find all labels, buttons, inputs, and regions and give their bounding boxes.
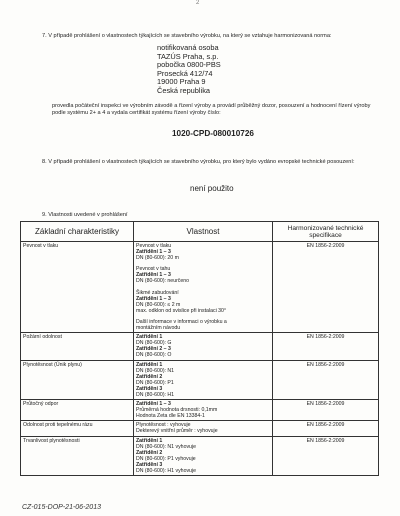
property-line: Zatřídění 1	[136, 334, 163, 341]
table-body	[21, 242, 379, 476]
section-7-text: provedla počáteční inspekci ve výrobním závodě a řízení výroby a provádí průběžný dozor, posouzení a hodnocení řízení výroby podle systému 2+ a 4 a vydala certifikát systému řízení výroby číslo:	[52, 103, 371, 117]
table-row	[21, 242, 379, 333]
property-line: DN (80-600): H1	[136, 391, 175, 398]
property-line: DN (80-600): neurčeno	[136, 278, 190, 285]
table-row	[21, 400, 379, 421]
property-line: DN (80-600): H1 vyhovuje	[136, 468, 196, 474]
address-line: Česká republika	[157, 85, 210, 95]
notified-body-address	[157, 44, 221, 96]
specification-cell: EN 1856-2:2009	[273, 333, 379, 360]
property-cell	[134, 333, 273, 360]
property-line: Další informace v informaci o výrobku a	[136, 318, 227, 325]
table-header-row	[21, 222, 379, 242]
property-line: Zatřídění 3	[136, 385, 163, 392]
characteristic-cell: Odolnost proti tepelnému rázu	[21, 421, 134, 436]
page-number: 2	[196, 0, 200, 6]
property-line: Dekterevý vnitřní průměr : vyhovuje	[136, 428, 218, 435]
property-line: Plynotěsnost : vyhovuje	[136, 422, 191, 429]
specification-cell: EN 1856-2:2009	[273, 400, 379, 421]
property-line: Zatřídění 1	[136, 361, 163, 368]
section-7-heading: 7. V případě prohlášení o vlastnostech týkajících se stavebního výrobku, na který se vztahuje harmonizovaná norma:	[42, 33, 332, 39]
property-line: montážním návodu	[136, 325, 181, 332]
characteristic-cell: Plynotěsnost (Únik plynu)	[21, 360, 134, 400]
property-line: DN (80-600): N1 vyhovuje	[136, 443, 196, 450]
characteristic-cell: Požární odolnost	[21, 333, 134, 360]
property-cell	[134, 421, 273, 436]
header-property: Vlastnost	[134, 222, 273, 242]
property-line: Zatřídění 3	[136, 461, 163, 468]
property-cell	[134, 242, 273, 333]
properties-table	[20, 221, 379, 476]
specification-cell: EN 1856-2:2009	[273, 360, 379, 400]
header-characteristic: Základní charakteristiky	[21, 222, 134, 242]
property-line: Zatřídění 2	[136, 449, 163, 456]
section-8-heading: 8. V případě prohlášení o vlastnostech týkajících se stavebního výrobku, pro který bylo vydáno evropské technické posouzení:	[42, 159, 355, 165]
property-line: DN (80-600): ≤ 2 m	[136, 301, 181, 308]
property-line: max. odklon od svislice při instalaci 30°	[136, 307, 227, 314]
property-line: Zatřídění 1	[136, 437, 163, 444]
specification-cell: EN 1856-2:2009	[273, 242, 379, 333]
property-line: Zatřídění 1 – 3	[136, 295, 171, 302]
characteristic-cell: Pevnost v tlaku	[21, 242, 134, 333]
table-row	[21, 333, 379, 360]
property-line: Průměrná hodnota drsnosti: 0,1mm	[136, 407, 218, 414]
property-line: Zatřídění 2 – 3	[136, 346, 171, 353]
property-line: Pevnost v tahu	[136, 266, 171, 273]
address-line: Prosecká 412/74	[157, 68, 213, 78]
section-9-heading: 9. Vlastnosti uvedené v prohlášení	[42, 212, 128, 218]
property-line: Hodnota Zeta dle EN 13384-1	[136, 413, 205, 420]
table-row	[21, 436, 379, 476]
property-line: DN (80-600): O	[136, 352, 172, 359]
header-specification: Harmonizované technické specifikace	[273, 222, 379, 242]
property-cell	[134, 400, 273, 421]
address-line: pobočka 0800-PBS	[157, 60, 221, 70]
property-cell	[134, 436, 273, 476]
address-line: notifikovaná osoba	[157, 43, 219, 52]
characteristic-cell: Průtočný odpor	[21, 400, 134, 421]
property-line: Zatřídění 2	[136, 373, 163, 380]
table-row	[21, 360, 379, 400]
property-line: Zatřídění 1 – 3	[136, 272, 171, 279]
section-8	[42, 159, 362, 193]
address-line: 19000 Praha 9	[157, 77, 206, 87]
address-line: TAZÚS Praha, s.p.	[157, 51, 219, 61]
property-line: Šikmé zabudování	[136, 289, 179, 296]
property-cell	[134, 360, 273, 400]
characteristic-cell: Trvanlivost plynotěsnosti	[21, 436, 134, 476]
specification-cell: EN 1856-2:2009	[273, 421, 379, 436]
property-line: Zatřídění 1 – 3	[136, 401, 171, 408]
table-row	[21, 421, 379, 436]
property-line: DN (80-600): P1	[136, 379, 174, 386]
property-line: DN (80-600): G	[136, 340, 172, 347]
property-line: DN (80-600): 20 m	[136, 255, 179, 262]
property-line: DN (80-600): N1	[136, 367, 175, 374]
document-footer: CZ-015-DOP-21-06-2013	[22, 504, 101, 511]
specification-cell: EN 1856-2:2009	[273, 436, 379, 476]
property-line: DN (80-600): P1 vyhovuje	[136, 455, 196, 462]
section-8-value: není použito	[190, 184, 234, 193]
property-line: Zatřídění 1 – 3	[136, 249, 171, 256]
certificate-number: 1020-CPD-080010726	[172, 129, 254, 138]
property-line: Pevnost v tlaku	[136, 243, 172, 249]
